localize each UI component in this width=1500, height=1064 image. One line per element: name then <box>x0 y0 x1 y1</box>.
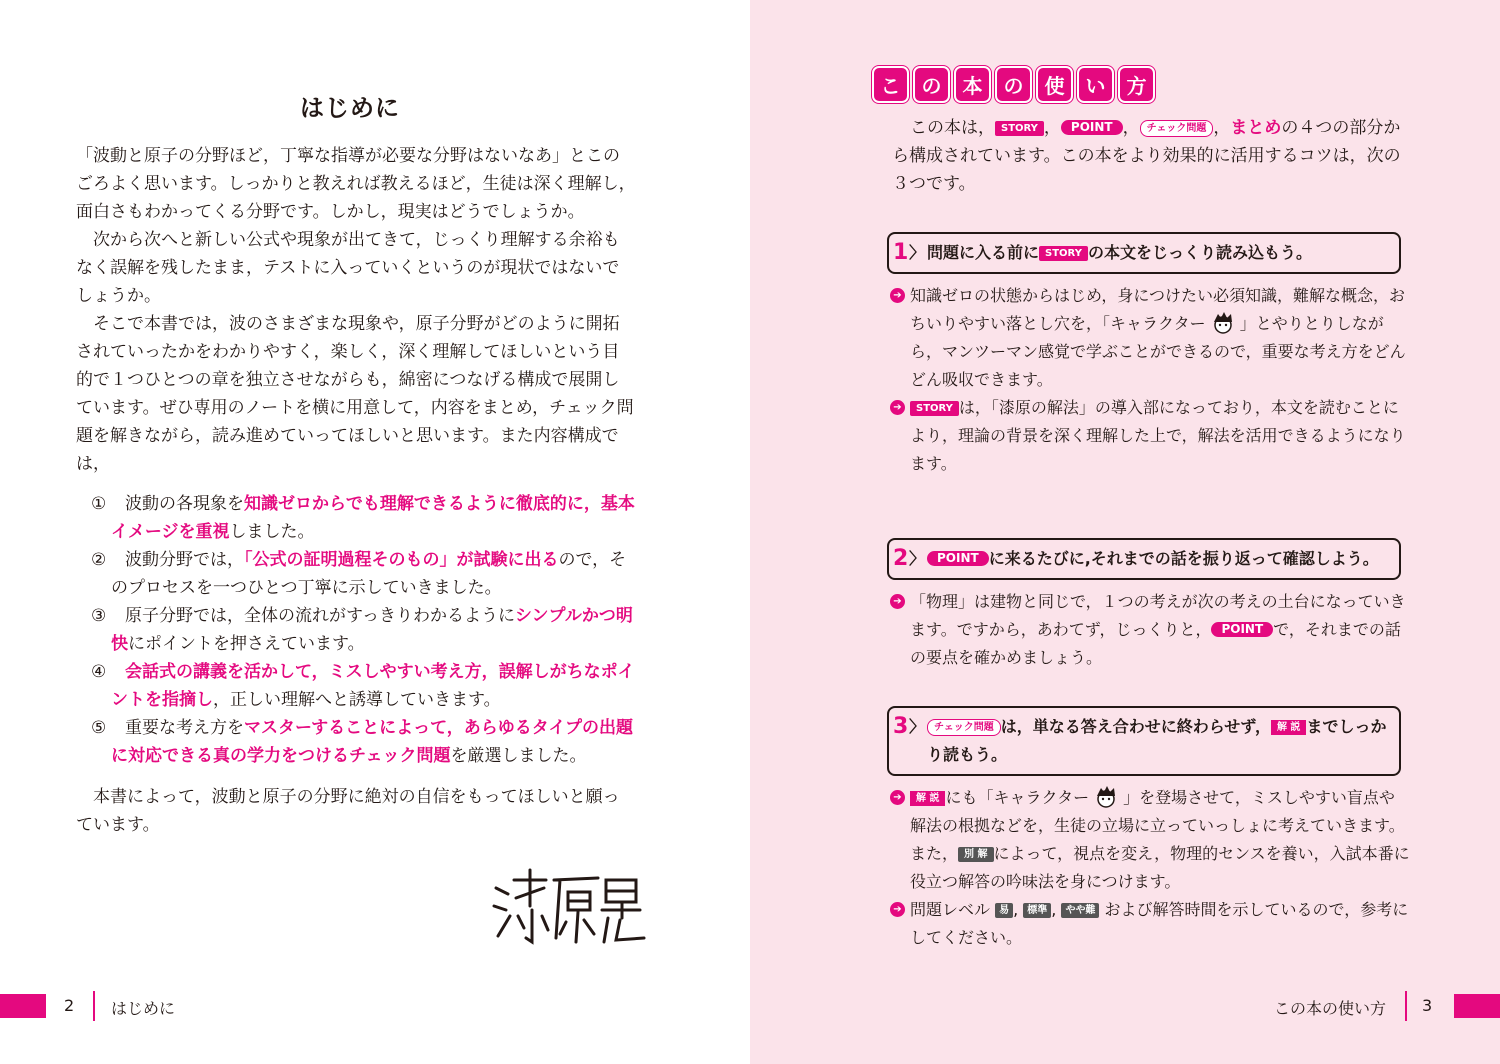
arrow-right-icon: ➔ <box>890 594 905 609</box>
title-char: 使 <box>1036 66 1073 103</box>
closing-text: 本書によって，波動と原子の分野に絶対の自信をもってほしいと願っています。 <box>76 787 620 835</box>
footer-accent-bar <box>0 994 46 1018</box>
title-char: の <box>995 66 1032 103</box>
footer-accent-bar <box>1454 994 1500 1018</box>
character-icon <box>1093 784 1119 810</box>
arrow-right-icon: ➔ <box>890 400 905 415</box>
arrow-right-icon: ➔ <box>890 790 905 805</box>
list-item: ① 波動の各現象を知識ゼロからでも理解できるように徹底的に，基本イメージを重視しました。 <box>91 494 635 542</box>
footer-separator <box>93 991 95 1021</box>
list-item: ③ 原子分野では，全体の流れがすっきりわかるようにシンプルかつ明快にポイントを押さえています。 <box>91 606 633 654</box>
betsukai-badge: 別 解 <box>958 847 993 862</box>
matome-label: まとめ <box>1230 118 1282 138</box>
intro-text: この本は， STORY ， POINT ， チェック問題 ，まとめの４つの部分から構成されています。この本をより効果的に活用するコツは，次の３つです。 <box>892 118 1401 194</box>
level-standard-badge: 標準 <box>1023 903 1051 918</box>
page-title <box>872 66 1155 103</box>
title-char: の <box>913 66 950 103</box>
intro-paragraph: 次から次へと新しい公式や現象が出てきて，じっくり理解する余裕もなく誤解を残したまま，テストに入っていくというのが現状ではないでしょうか。 <box>76 230 620 306</box>
point-badge: POINT <box>1061 120 1123 135</box>
section-2-bullets <box>890 588 1410 672</box>
intro-text <box>76 142 636 478</box>
kaisetsu-badge: 解 説 <box>910 791 945 806</box>
list-item: ⑤ 重要な考え方をマスターすることによって，あらゆるタイプの出題に対応できる真の学力をつけるチェック問題を厳選しました。 <box>91 718 633 766</box>
section-heading-2: 2 〉 POINT に来るたびに,それまでの話を振り返って確認しよう。 <box>887 538 1401 580</box>
title-char: 方 <box>1118 66 1155 103</box>
list-item: ➔ 解 説 にも「キャラクター 」を登場させて，ミスしやすい盲点や解法の根拠などを，生徒の立場に立っていっしょに考えていきます。また， 別 解 によって，視点を変え，物理的センスを養い，入試本番に役立つ解答の吟味法を身につけます。 <box>890 784 1410 896</box>
title-char: 本 <box>954 66 991 103</box>
chevron-right-icon: 〉 <box>909 549 926 568</box>
title-char: い <box>1077 66 1114 103</box>
page-number: 2 <box>64 996 75 1015</box>
section-heading-3: 3 〉 チェック問題 は，単なる答え合わせに終わらせず， 解 説 までしっかり読もう。 <box>887 706 1401 776</box>
list-item: ② 波動分野では，「公式の証明過程そのもの」が試験に出るので，そのプロセスを一つひとつ丁寧に示していきました。 <box>91 550 627 598</box>
feature-list <box>76 490 636 770</box>
story-badge: STORY <box>995 121 1044 136</box>
chevron-right-icon: 〉 <box>909 717 926 736</box>
signature-image <box>488 858 648 948</box>
list-item: ➔ 「物理」は建物と同じで，１つの考えが次の考えの土台になっていきます。ですから，あわてず，じっくりと， POINT で，それまでの話の要点を確かめましょう。 <box>890 588 1410 672</box>
check-badge: チェック問題 <box>927 719 1001 736</box>
intro-paragraph: 「波動と原子の分野ほど，丁寧な指導が必要な分野はないなあ」とこのごろよく思います。しっかりと教えれば教えるほど，生徒は深く理解し，面白さもわかってくる分野です。しかし，現実はどうでしょうか。 <box>76 146 636 222</box>
list-item: ➔ 知識ゼロの状態からはじめ，身につけたい必須知識，難解な概念，おちいりやすい落とし穴を，「キャラクター 」とやりとりしながら，マンツーマン感覚で学ぶことができるので，重要な考え方をどんどん吸収できます。 <box>890 282 1410 394</box>
kaisetsu-badge: 解 説 <box>1271 720 1306 735</box>
level-hard-badge: やや難 <box>1061 903 1099 918</box>
intro-paragraph: そこで本書では，波のさまざまな現象や，原子分野がどのように開拓されていったかをわかりやすく，楽しく，深く理解してほしいという目的で１つひとつの章を独立させながらも，綿密につなげる構成で展開しています。ぜひ専用のノートを横に用意して，内容をまとめ，チェック問題を解きながら，読み進めていってほしいと思います。また内容構成では， <box>76 314 634 474</box>
page-number: 3 <box>1422 996 1433 1015</box>
level-easy-badge: 易 <box>995 903 1013 918</box>
list-item: ➔ 問題レベル 易 , 標準 , やや難 および解答時間を示しているので，参考にしてください。 <box>890 896 1410 952</box>
character-icon <box>1210 310 1236 336</box>
arrow-right-icon: ➔ <box>890 902 905 917</box>
footer-label: この本の使い方 <box>1274 999 1387 1018</box>
list-item: ➔ STORY は，「漆原の解法」の導入部になっており，本文を読むことにより，理論の背景を深く理解した上で，解法を活用できるようになります。 <box>890 394 1410 478</box>
section-3-bullets <box>890 784 1410 952</box>
title-char: こ <box>872 66 909 103</box>
story-badge: STORY <box>910 401 959 416</box>
page-title: はじめに <box>300 94 400 122</box>
chevron-right-icon: 〉 <box>909 243 926 262</box>
right-page <box>750 0 1500 1064</box>
story-badge: STORY <box>1039 246 1088 261</box>
arrow-right-icon: ➔ <box>890 288 905 303</box>
list-item: ④ 会話式の講義を活かして，ミスしやすい考え方，誤解しがちなポイントを指摘し，正しい理解へと誘導していきます。 <box>91 662 635 710</box>
section-1-bullets <box>890 282 1410 478</box>
footer-separator <box>1405 991 1407 1021</box>
check-badge: チェック問題 <box>1140 120 1214 137</box>
section-heading-1: 1 〉 問題に入る前に STORY の本文をじっくり読み込もう。 <box>887 232 1401 274</box>
point-badge: POINT <box>1211 622 1273 637</box>
footer-label: はじめに <box>111 999 176 1018</box>
point-badge: POINT <box>927 551 989 566</box>
